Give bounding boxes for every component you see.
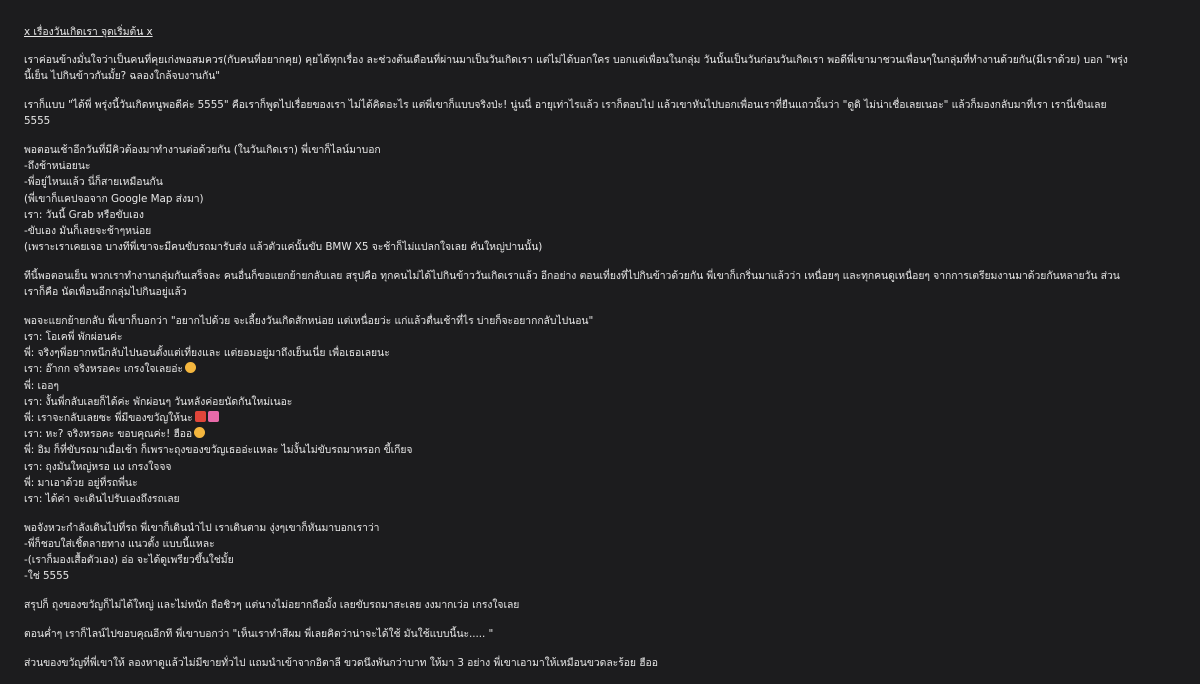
dialogue-text: พอจะแยกย้ายกลับ พี่เขาก็บอกว่า "อยากไปด้วย จะเลี้ยงวันเกิดสักหน่อย แต่เหนื่อยว่ะ แก่แล้วตื่นเช้าที่ไร บ่ายก็จะอยากกลับไปนอน" [24, 314, 594, 327]
document-body [24, 24, 1184, 683]
post-title: x เรื่องวันเกิดเรา จุดเริ่มต้น x [24, 26, 153, 38]
dialogue-line [24, 410, 1184, 426]
text-line: -ขับเอง มันก็เลยจะช้าๆหน่อย [24, 225, 152, 238]
text-line: -พี่ก็ชอบใส่เชิ้ตลายทาง แนวตั้ง แบบนี้แหละ [24, 537, 215, 550]
bag-emoji-icon [208, 411, 219, 422]
text-line: พอตอนเช้าอีกวันที่มีคิวต้องมาทำงานต่อด้วยกัน (ในวันเกิดเรา) พี่เขาก็ไลน์มาบอก [24, 144, 381, 157]
text-line: -พี่อยู่ไหนแล้ว นี่ก็สายเหมือนกัน [24, 176, 163, 189]
text-line: -ถึงช้าหน่อยนะ [24, 160, 91, 173]
paragraph-walk-to-car [24, 520, 1184, 585]
text-line: -ใช่ 5555 [24, 570, 70, 583]
face-emoji-icon [185, 362, 196, 373]
text-line: -(เราก็มองเสื้อตัวเอง) อ่อ จะได้ดูเพรียวขึ้นใช่มั้ย [24, 554, 234, 567]
dialogue-text: พี่: เออๆ [24, 379, 59, 392]
text-line: นี้เย็น ไปกินข้าวกันมั้ย? ฉลองใกล้จบงานกัน" [24, 70, 220, 83]
text-line: ตอนค่ำๆ เราก็ไลน์ไปขอบคุณอีกที พี่เขาบอกว่า "เห็นเราทำสีผม พี่เลยคิดว่าน่าจะได้ใช้ มันใช้แบบนี้นะ..... " [24, 627, 494, 640]
text-line: (พี่เขาก็แคปจอจาก Google Map ส่งมา) [24, 192, 204, 205]
dialogue-text: พี่: มาเอาด้วย อยู่ที่รถพี่นะ [24, 476, 138, 489]
dialogue-line [24, 475, 1184, 491]
dialogue-text: พี่: เราจะกลับเลยซะ พี่มีของขวัญให้นะ [24, 412, 193, 425]
dialogue-text: เรา: ถุงมันใหญ่หรอ แง เกรงใจจจ [24, 460, 172, 473]
dialogue-line [24, 459, 1184, 475]
text-line: ทีนี้พอตอนเย็น พวกเราทำงานกลุ่มกันเสร็จละ คนอื่นก็ขอแยกย้ายกลับเลย สรุปคือ ทุกคนไม่ได้ไปกินข้าววันเกิดเราแล้ว อีกอย่าง ตอนเที่ยงที่ไปกินข้าวด้วยกัน พี่เขาก็เกริ่นมาแล้วว่า เหนื่อยๆ และทุกคนดูเหนื่อยๆ จากการเตรียมงานมาด้วยกันหลายวัน ส่วน [24, 269, 1120, 282]
text-line: 5555 [24, 115, 51, 128]
dialogue-text: พี่: อิม ก็ที่ขับรถมาเมื่อเช้า ก็เพราะถุงของขวัญเธออ่ะแหละ ไม่งั้นไม่ขับรถมาหรอก ขี้เกียจ [24, 444, 413, 457]
dialogue-line [24, 345, 1184, 361]
dialogue-line [24, 329, 1184, 345]
dialogue-text: เรา: งั้นพี่กลับเลยก็ได้ค่ะ พักผ่อนๆ วันหลังค่อยนัดกันใหม่เนอะ [24, 395, 293, 408]
gift-emoji-icon [195, 411, 206, 422]
dialogue-text: เรา: ได้ค่า จะเดินไปรับเองถึงรถเลย [24, 493, 180, 506]
dialogue-line [24, 394, 1184, 410]
paragraph-gift [24, 655, 1184, 671]
dialogue-line [24, 378, 1184, 394]
text-line: ส่วนของขวัญที่พี่เขาให้ ลองหาดูแล้วไม่มีขายทั่วไป แถมนำเข้าจากอิตาลี ขวดนึงพันกว่าบาท ให้มา 3 อย่าง พี่เขาเอามาให้เหมือนขวดละร้อย ฮืออ [24, 656, 658, 669]
text-line: (เพราะเราเคยเจอ บางทีพี่เขาจะมีคนขับรถมารับส่ง แล้วตัวแค่นั้นขับ BMW X5 จะช้าก็ไม่แปลกใจเลย คันใหญ่ปานนั้น) [24, 241, 543, 254]
paragraph-summary [24, 597, 1184, 613]
paragraph-morning-chat [24, 142, 1184, 255]
text-line: เราก็แบบ "ได้พี่ พรุ่งนี้วันเกิดหนูพอดีค่ะ 5555" คือเราก็พูดไปเรื่อยของเรา ไม่ได้คิดอะไร แต่พี่เขาก็แบบจริงป่ะ! นู่นนี่ อายุเท่าไรแล้ว เราก็ตอบไป แล้วเขาหันไปบอกเพื่อนเราที่ยืนแถวนั้นว่า "ดูดิ ไม่น่าเชื่อเลยเนอะ" แล้วก็มองกลับมาที่เรา เรานี่เขินเลย [24, 99, 1107, 112]
dialogue-line [24, 361, 1184, 377]
dialogue-text: เรา: อ๊ากก จริงหรอคะ เกรงใจเลยอ่ะ [24, 363, 183, 376]
dialogue-line [24, 426, 1184, 442]
dialogue-line [24, 442, 1184, 458]
dialogue-text: พี่: จริงๆพี่อยากหนีกลับไปนอนตั้งแต่เที่ยงและ แต่ยอมอยู่มาถึงเย็นเนี่ย เพื่อเธอเลยนะ [24, 347, 390, 360]
paragraph-birthday-reply [24, 97, 1184, 129]
dialogue-text: เรา: โอเคพี่ พักผ่อนค่ะ [24, 331, 123, 344]
text-line: สรุปก็ ถุงของขวัญก็ไม่ได้ใหญ่ และไม่หนัก ถือชิวๆ แต่นางไม่อยากถือมั้ง เลยขับรถมาสะเลย งงมากเว่อ เกรงใจเลย [24, 599, 520, 612]
paragraph-evening [24, 268, 1184, 300]
dialogue-text: เรา: หะ? จริงหรอคะ ขอบคุณค่ะ! ฮืออ [24, 428, 193, 441]
text-line: เราก็คือ นัดเพื่อนอีกกลุ่มไปกินอยู่แล้ว [24, 286, 187, 299]
text-line: พอจังหวะกำลังเดินไปที่รถ พี่เขาก็เดินนำไป เราเดินตาม งุ่งๆเขาก็หันมาบอกเราว่า [24, 521, 380, 534]
text-line: เราค่อนข้างมั่นใจว่าเป็นคนที่คุยเก่งพอสมควร(กับคนที่อยากคุย) คุยได้ทุกเรื่อง ละช่วงต้นเดือนที่ผ่านมาเป็นวันเกิดเรา แต่ไม่ได้บอกใคร บอกแต่เพื่อนในกลุ่ม วันนั้นเป็นวันก่อนวันเกิดเรา พอดีพี่เขามาชวนเพื่อนๆในกลุ่มที่ทำงานด้วยกัน(มีเราด้วย) บอก "พรุ่ง [24, 54, 1128, 67]
face-emoji-icon [194, 427, 205, 438]
paragraph-dialogue [24, 313, 1184, 507]
paragraph-thanks [24, 626, 1184, 642]
text-line: เรา: วันนี้ Grab หรือขับเอง [24, 208, 144, 221]
dialogue-line [24, 313, 1184, 329]
paragraph-intro [24, 52, 1184, 84]
dialogue-line [24, 491, 1184, 507]
